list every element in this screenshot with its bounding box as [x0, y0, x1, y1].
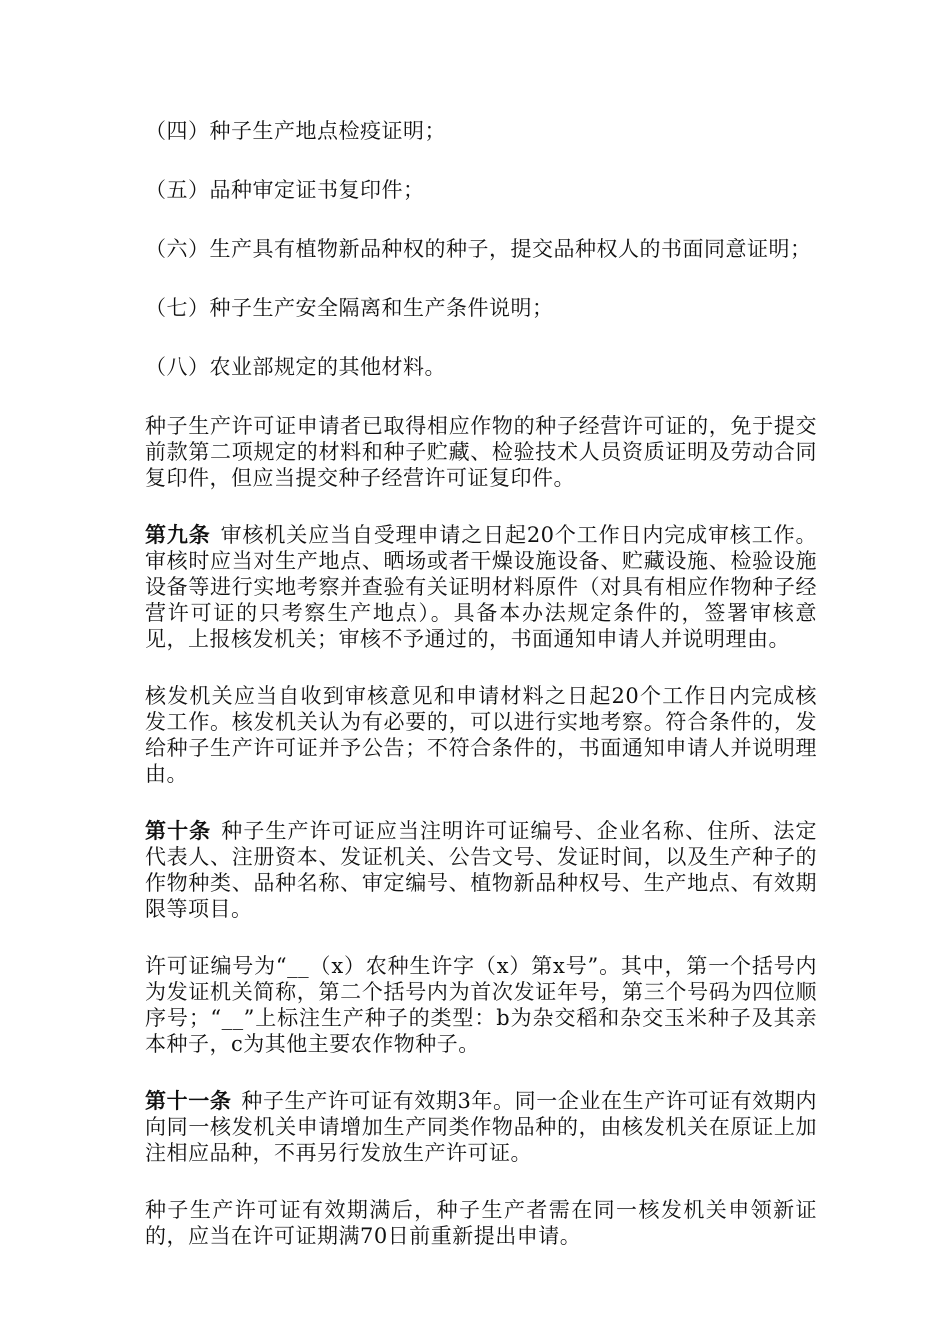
paragraph-renewal: 种子生产许可证有效期满后，种子生产者需在同一核发机关申领新证的，应当在许可证期满70日前重新提出申请。 [145, 1198, 817, 1248]
article-9-text: 审核机关应当自受理申请之日起20个工作日内完成审核工作。审核时应当对生产地点、晒场或者干燥设施设备、贮藏设施、检验设施设备等进行实地考察并查验有关证明材料原件（对具有相应作物种子经营许可证的只考察生产地点）。具备本办法规定条件的，签署审核意见，上报核发机关；审核不予通过的，书面通知申请人并说明理由。 [145, 523, 817, 651]
list-item: （四）种子生产地点检疫证明； [145, 119, 446, 143]
article-11-text: 种子生产许可证有效期3年。同一企业在生产许可证有效期内向同一核发机关申请增加生产同类作物品种的，由核发机关在原证上加注相应品种，不再另行发放生产许可证。 [145, 1089, 818, 1165]
article-10 [145, 818, 817, 922]
list-item: （六）生产具有植物新品种权的种子，提交品种权人的书面同意证明； [145, 237, 812, 261]
paragraph-exemption: 种子生产许可证申请者已取得相应作物的种子经营许可证的，免于提交前款第二项规定的材料和种子贮藏、检验技术人员资质证明及劳动合同复印件，但应当提交种子经营许可证复印件。 [145, 414, 817, 490]
article-10-label: 第十条 [145, 819, 212, 843]
paragraph-issuance: 核发机关应当自收到审核意见和申请材料之日起20个工作日内完成核发工作。核发机关认为有必要的，可以进行实地考察。符合条件的，发给种子生产许可证并予公告；不符合条件的，书面通知申请人并说明理由。 [145, 684, 817, 786]
list-item: （八）农业部规定的其他材料。 [145, 355, 446, 379]
article-9 [145, 522, 817, 652]
article-11-label: 第十一条 [145, 1089, 232, 1113]
list-item: （五）品种审定证书复印件； [145, 178, 425, 202]
document-page [145, 118, 817, 1280]
list-item: （七）种子生产安全隔离和生产条件说明； [145, 296, 554, 320]
article-10-text: 种子生产许可证应当注明许可证编号、企业名称、住所、法定代表人、注册资本、发证机关、公告文号、发证时间，以及生产种子的作物种类、品种名称、审定编号、植物新品种权号、生产地点、有效期限等项目。 [145, 819, 818, 921]
article-11 [145, 1088, 817, 1166]
article-9-label: 第九条 [145, 523, 211, 547]
paragraph-license-number: 许可证编号为“__（x）农种生许字（x）第x号”。其中，第一个括号内为发证机关简称，第二个括号内为首次发证年号，第三个号码为四位顺序号；“__”上标注生产种子的类型：b为杂交稻和杂交玉米种子及其亲本种子，c为其他主要农作物种子。 [145, 954, 817, 1056]
